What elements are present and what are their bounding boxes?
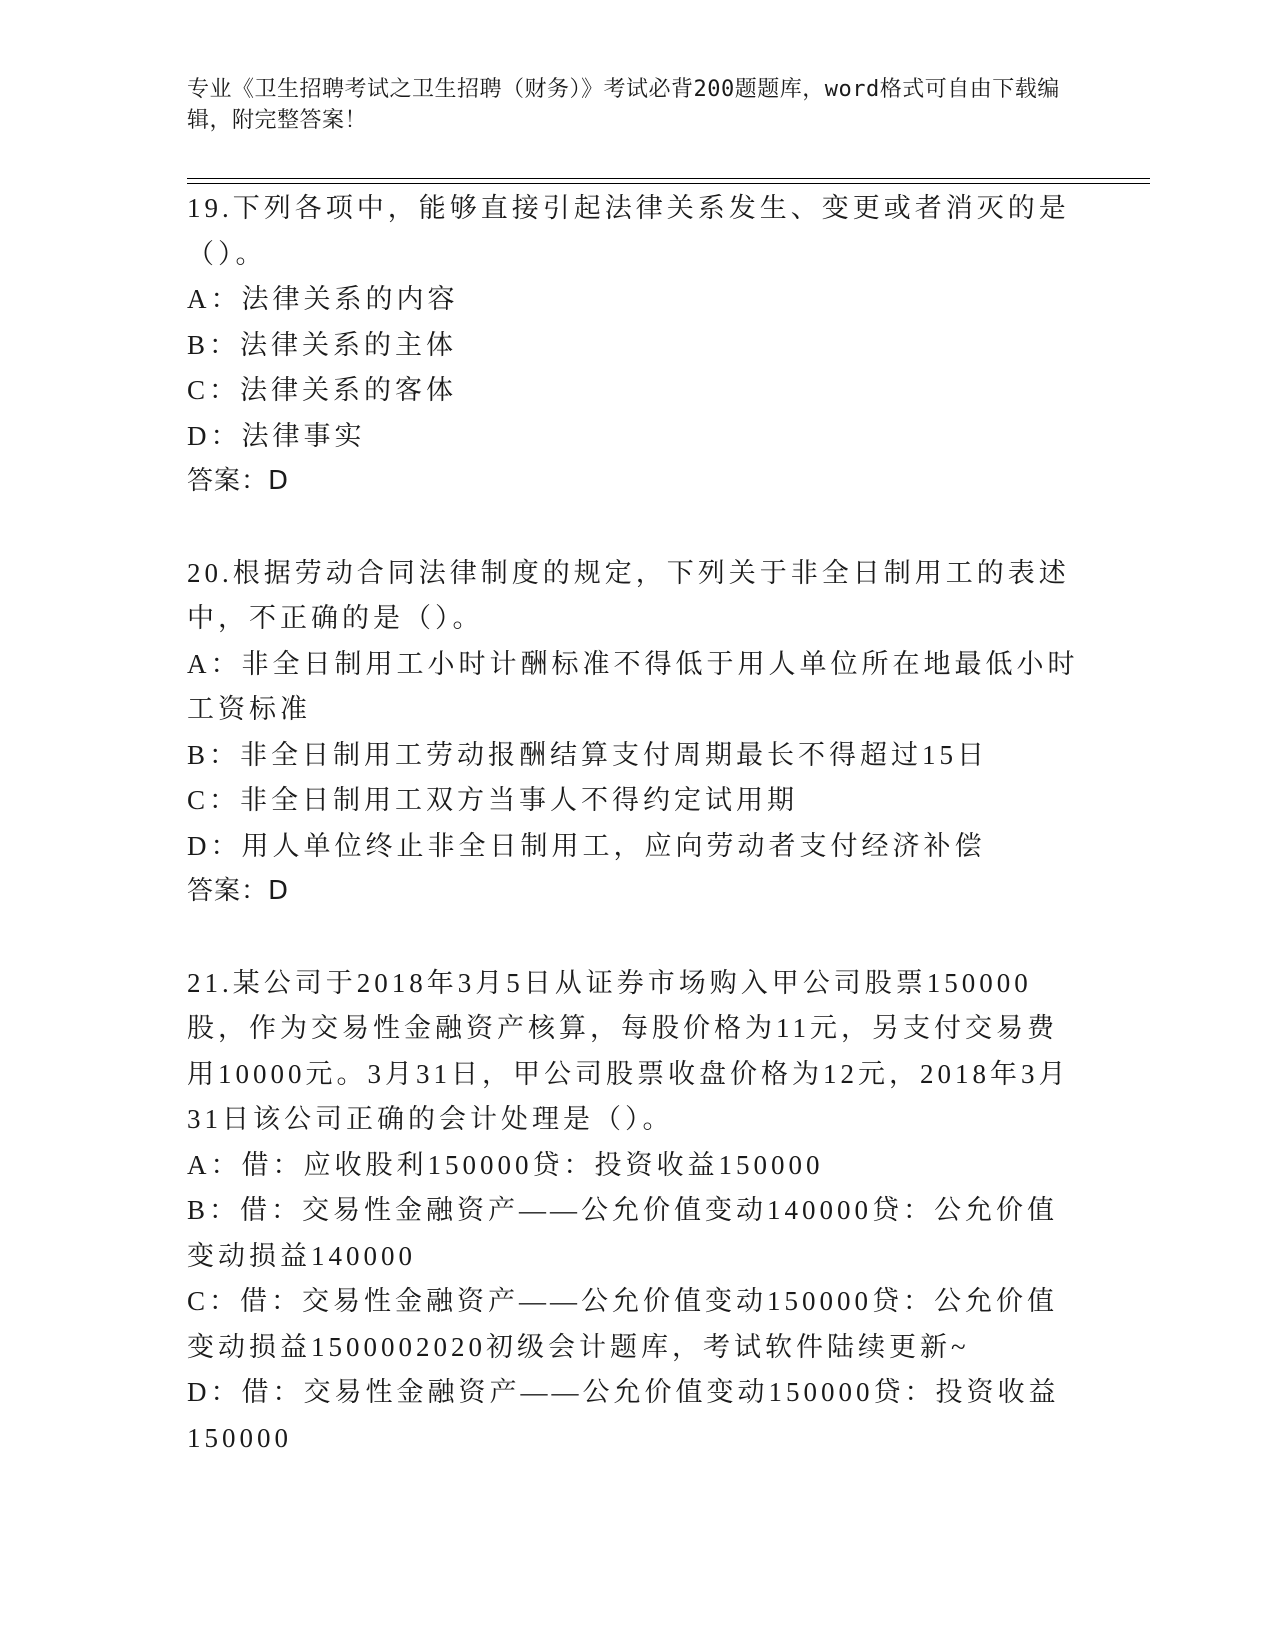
question-stem: 20.根据劳动合同法律制度的规定，下列关于非全日制用工的表述中，不正确的是（）。 [187, 557, 1070, 633]
option-a: A：借：应收股利150000贷：投资收益150000 [187, 1149, 824, 1180]
header-divider-top [187, 178, 1150, 179]
question-21 [187, 961, 1087, 1462]
document-header: 专业《卫生招聘考试之卫生招聘（财务）》考试必背200题题库，word格式可自由下载编辑，附完整答案！ [187, 77, 1060, 133]
option-d: D：用人单位终止非全日制用工，应向劳动者支付经济补偿 [187, 830, 986, 861]
header-divider-bottom [187, 183, 1150, 184]
option-d: D：借：交易性金融资产——公允价值变动150000贷：投资收益150000 [187, 1377, 1060, 1453]
answer-line: 答案：D [187, 466, 290, 496]
question-20 [187, 551, 1087, 915]
option-c: C：借：交易性金融资产——公允价值变动150000贷：公允价值变动损益1500002020初级会计题库，考试软件陆续更新~ [187, 1286, 1059, 1362]
option-c: C：法律关系的客体 [187, 375, 458, 405]
option-c: C：非全日制用工双方当事人不得约定试用期 [187, 785, 799, 815]
question-stem: 19.下列各项中，能够直接引起法律关系发生、变更或者消灭的是（）。 [187, 193, 1070, 269]
option-b: B：法律关系的主体 [187, 329, 458, 360]
question-list [187, 186, 1087, 1507]
option-b: B：借：交易性金融资产——公允价值变动140000贷：公允价值变动损益140000 [187, 1195, 1059, 1271]
option-d: D：法律事实 [187, 420, 366, 451]
option-b: B：非全日制用工劳动报酬结算支付周期最长不得超过15日 [187, 739, 989, 770]
option-a: A：法律关系的内容 [187, 284, 459, 314]
question-stem: 21.某公司于2018年3月5日从证券市场购入甲公司股票150000股，作为交易性金融资产核算，每股价格为11元，另支付交易费用10000元。3月31日，甲公司股票收盘价格为12元，2018年3月31日该公司正确的会计处理是（）。 [187, 967, 1070, 1134]
question-19 [187, 186, 1087, 505]
answer-line: 答案：D [187, 876, 290, 906]
option-a: A：非全日制用工小时计酬标准不得低于用人单位所在地最低小时工资标准 [187, 648, 1079, 724]
